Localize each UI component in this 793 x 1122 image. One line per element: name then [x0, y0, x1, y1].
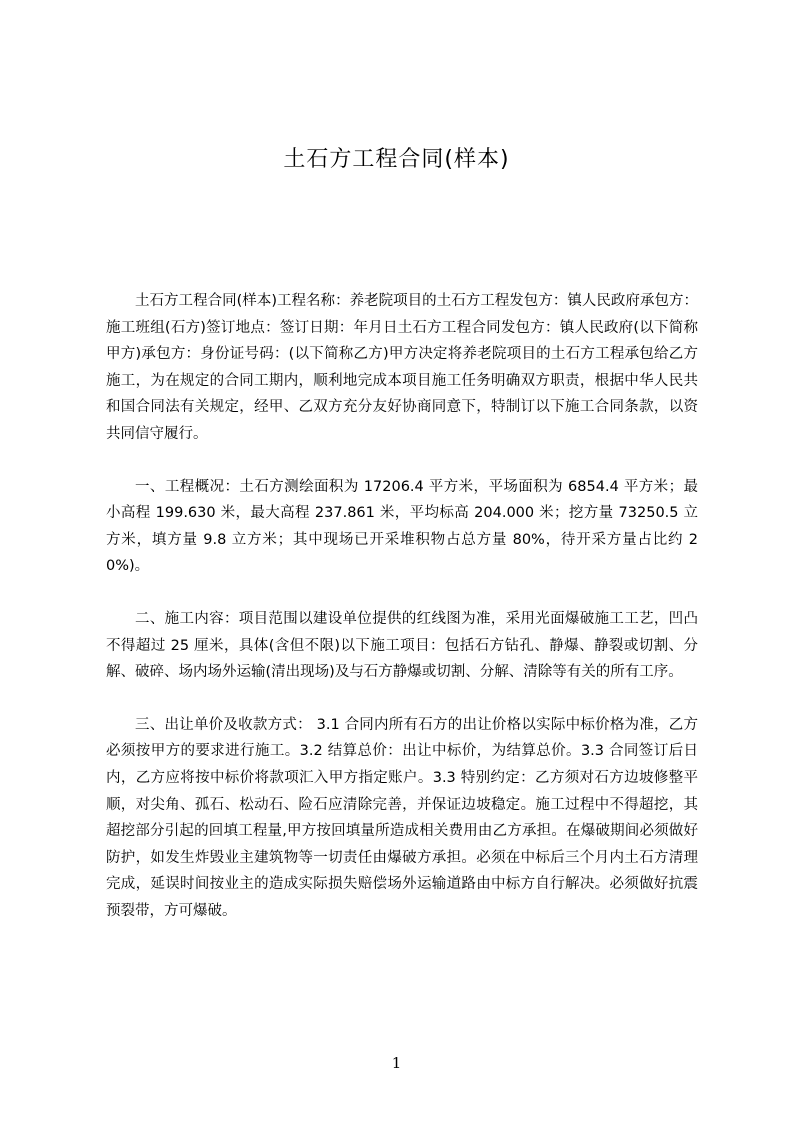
page-number: 1	[391, 1054, 402, 1072]
paragraph-construction-content: 二、施工内容：项目范围以建设单位提供的红线图为准，采用光面爆破施工工艺，凹凸不得超过 25 厘米，具体(含但不限)以下施工项目：包括石方钻孔、静爆、静裂或切割、分解、破碎、场内场外运输(清出现场)及与石方静爆或切割、分解、清除等有关的所有工序。	[106, 610, 698, 681]
document-body	[106, 288, 698, 950]
paragraph-project-overview: 一、工程概况：土石方测绘面积为 17206.4 平方米，平场面积为 6854.4 平方米；最小高程 199.630 米，最大高程 237.861 米，平均标高 204.000 米；挖方量 73250.5 立方米，填方量 9.8 立方米；其中现场已开采堆积物占总方量 80%，待开采方量占比约 20%)。	[106, 478, 698, 575]
paragraph-intro: 土石方工程合同(样本)工程名称：养老院项目的土石方工程发包方：镇人民政府承包方：施工班组(石方)签订地点：签订日期：年月日土石方工程合同发包方：镇人民政府(以下简称甲方)承包方：身份证号码：(以下简称乙方)甲方决定将养老院项目的土石方工程承包给乙方施工，为在规定的合同工期内，顺利地完成本项目施工任务明确双方职责，根据中华人民共和国合同法有关规定，经甲、乙双方充分友好协商同意下，特制订以下施工合同条款，以资共同信守履行。	[106, 293, 698, 442]
paragraph-price-and-payment: 三、出让单价及收款方式： 3.1 合同内所有石方的出让价格以实际中标价格为准，乙方必须按甲方的要求进行施工。3.2 结算总价：出让中标价，为结算总价。3.3 合同签订后日内，乙方应将按中标价将款项汇入甲方指定账户。3.3 特别约定：乙方须对石方边坡修整平顺，对尖角、孤石、松动石、险石应清除完善，并保证边坡稳定。施工过程中不得超挖，其超挖部分引起的回填工程量,甲方按回填量所造成相关费用由乙方承担。在爆破期间必须做好防护，如发生炸毁业主建筑物等一切责任由爆破方承担。必须在中标后三个月内土石方清理完成，延误时间按业主的造成实际损失赔偿场外运输道路由中标方自行解决。必须做好抗震预裂带，方可爆破。	[106, 716, 698, 919]
page-title: 土石方工程合同(样本)	[283, 147, 510, 172]
